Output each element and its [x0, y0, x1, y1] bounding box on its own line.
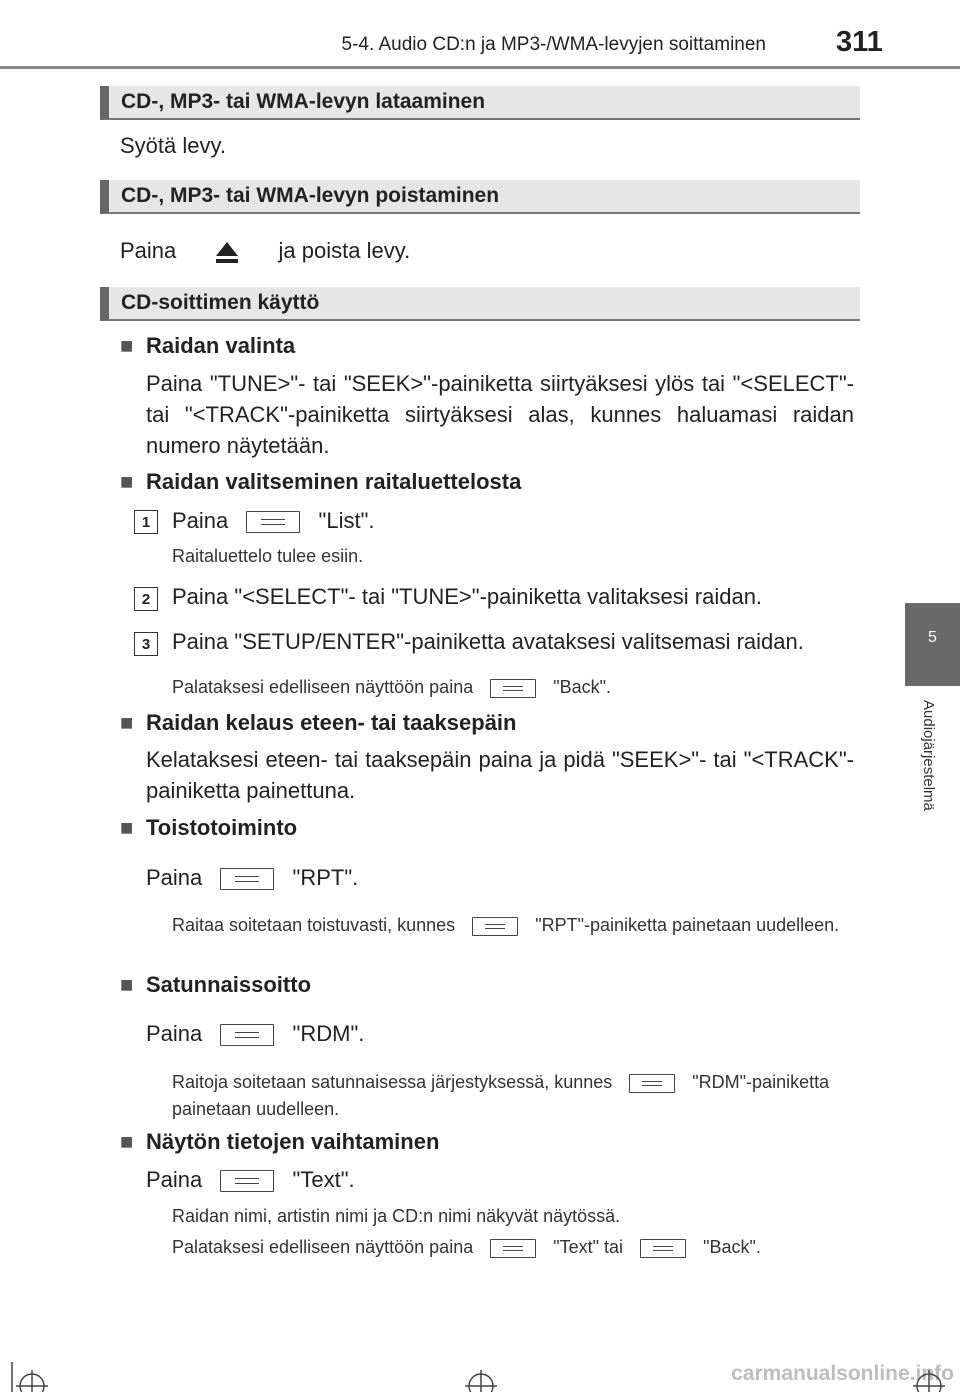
heading-track-select: [120, 333, 295, 359]
heading-random: [120, 972, 311, 998]
heading-repeat: [120, 815, 297, 841]
heading-text: Raidan valitseminen raitaluettelosta: [146, 469, 522, 494]
random-instruction: [146, 1018, 364, 1049]
eject-pre: Paina: [120, 238, 177, 263]
rpt-button-icon: [220, 868, 274, 890]
square-bullet-icon: ■: [120, 469, 134, 494]
rdm-button-icon: [629, 1074, 675, 1093]
square-bullet-icon: ■: [120, 815, 134, 840]
heading-display: [120, 1129, 439, 1155]
crop-marks: [0, 1356, 960, 1392]
text-button-icon: [490, 1239, 536, 1258]
chapter-label: Audiojärjestelmä: [920, 700, 937, 811]
back-note-post: "Back".: [553, 677, 612, 697]
display-note-2-post: "Back".: [703, 1237, 761, 1257]
header-rule: [0, 66, 960, 69]
repeat-pre: Paina: [146, 865, 203, 890]
section-header-eject: [100, 180, 860, 214]
eject-post: ja poista levy.: [278, 238, 411, 263]
rpt-button-icon: [472, 917, 518, 936]
step-number-1: 1: [134, 510, 158, 534]
heading-fast-forward: [120, 710, 517, 736]
page-number: 311: [836, 26, 883, 58]
step-1-post: "List".: [318, 508, 375, 533]
random-post: "RDM".: [292, 1021, 365, 1046]
section-header-load: [100, 86, 860, 120]
square-bullet-icon: ■: [120, 1129, 134, 1154]
step-1-pre: Paina: [172, 508, 229, 533]
step-number-3: 3: [134, 632, 158, 656]
heading-text: Satunnaissoitto: [146, 972, 312, 997]
eject-icon: [212, 237, 242, 267]
text-button-icon: [220, 1170, 274, 1192]
repeat-instruction: [146, 862, 358, 893]
repeat-note: [172, 912, 854, 939]
display-note-2-mid: "Text" tai: [553, 1237, 624, 1257]
watermark: carmanualsonline.info: [731, 1362, 954, 1385]
step-1-note: Raitaluettelo tulee esiin.: [172, 546, 364, 566]
step-1-text: [172, 505, 375, 536]
square-bullet-icon: ■: [120, 710, 134, 735]
display-note-2: [172, 1234, 761, 1261]
repeat-note-post: "RPT"-painiketta painetaan uudelleen.: [535, 915, 840, 935]
back-button-icon: [490, 679, 536, 698]
back-button-icon: [640, 1239, 686, 1258]
step-number-2: 2: [134, 587, 158, 611]
display-pre: Paina: [146, 1167, 203, 1192]
section-header-player: [100, 287, 860, 321]
random-note: [172, 1069, 854, 1123]
chapter-number: 5: [928, 629, 937, 646]
eject-instruction: [120, 235, 410, 267]
fast-forward-text: Kelataksesi eteen- tai taaksepäin paina ja pidä "SEEK>"- tai "<TRACK"-painiketta painettuna.: [146, 747, 854, 803]
rdm-button-icon: [220, 1024, 274, 1046]
display-note-1: Raidan nimi, artistin nimi ja CD:n nimi näkyvät näytössä.: [172, 1206, 621, 1226]
section-title-load: CD-, MP3- tai WMA-levyn lataaminen: [121, 90, 486, 113]
header-title: 5-4. Audio CD:n ja MP3-/WMA-levyjen soittaminen: [341, 34, 766, 55]
step-2-text: Paina "<SELECT"- tai "TUNE>"-painiketta valitaksesi raidan.: [172, 584, 763, 609]
square-bullet-icon: ■: [120, 333, 134, 358]
heading-text: Raidan valinta: [146, 333, 296, 358]
heading-track-list: [120, 469, 521, 495]
repeat-note-pre: Raitaa soitetaan toistuvasti, kunnes: [172, 915, 456, 935]
display-post: "Text".: [292, 1167, 355, 1192]
track-select-text: Paina "TUNE>"- tai "SEEK>"-painiketta siirtyäksesi ylös tai "<SELECT"- tai "<TRACK"-painiketta siirtyäksesi alas, kunnes haluamasi raidan numero näytetään.: [146, 371, 854, 458]
display-note-2-pre: Palataksesi edelliseen näyttöön paina: [172, 1237, 474, 1257]
heading-text: Raidan kelaus eteen- tai taaksepäin: [146, 710, 517, 735]
list-button-icon: [246, 511, 300, 533]
section-title-eject: CD-, MP3- tai WMA-levyn poistaminen: [121, 184, 500, 207]
chapter-tab: [905, 603, 960, 686]
section-title-player: CD-soittimen käyttö: [121, 291, 320, 314]
back-note: [172, 674, 611, 701]
square-bullet-icon: ■: [120, 972, 134, 997]
random-pre: Paina: [146, 1021, 203, 1046]
heading-text: Näytön tietojen vaihtaminen: [146, 1129, 440, 1154]
repeat-post: "RPT".: [292, 865, 359, 890]
back-note-pre: Palataksesi edelliseen näyttöön paina: [172, 677, 474, 697]
random-note-pre: Raitoja soitetaan satunnaisessa järjestyksessä, kunnes: [172, 1072, 613, 1092]
step-3-text: Paina "SETUP/ENTER"-painiketta avataksesi valitsemasi raidan.: [172, 629, 804, 654]
load-text: Syötä levy.: [120, 133, 226, 158]
display-instruction: [146, 1164, 355, 1195]
random-note-post: "RDM"-painiketta painetaan uudelleen.: [172, 1072, 830, 1119]
heading-text: Toistotoiminto: [146, 815, 298, 840]
